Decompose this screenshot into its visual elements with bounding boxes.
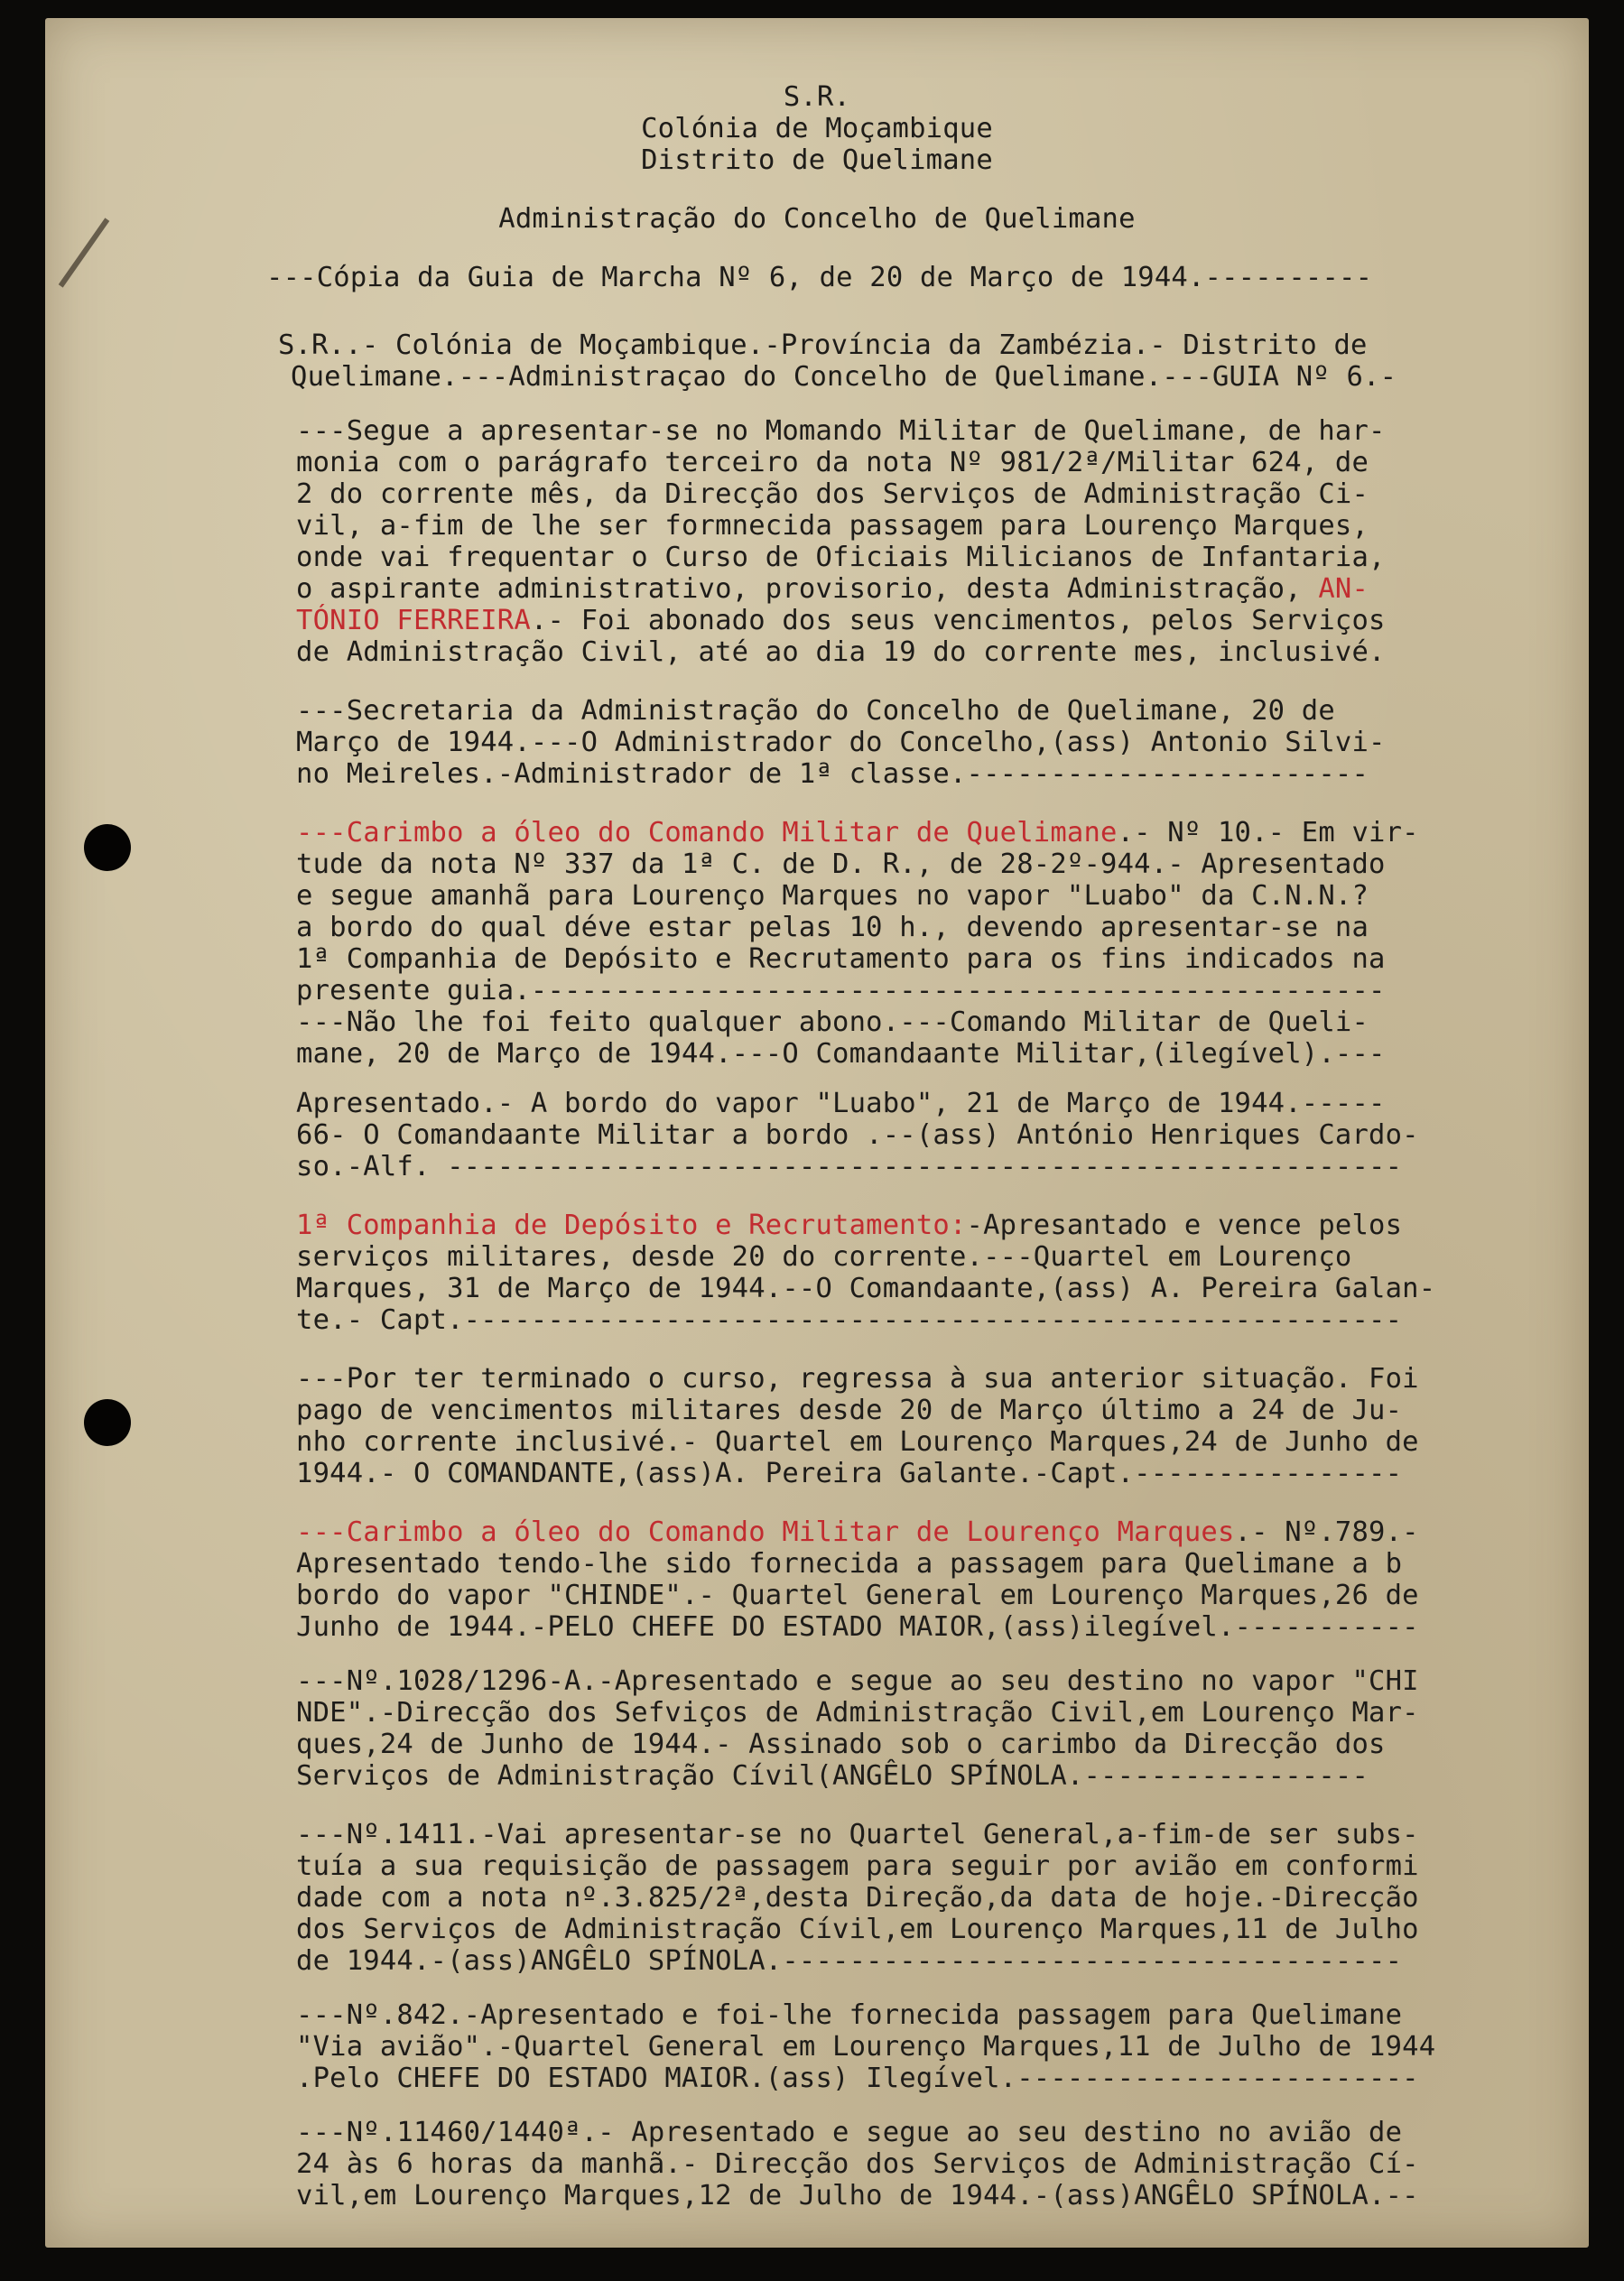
highlighted-name: TÓNIO FERREIRA [296,605,531,636]
text-line: Marques, 31 de Março de 1944.--O Comandaante,(ass) A. Pereira Galan- [296,1273,1436,1304]
text-line: de 1944.-(ass)ANGÊLO SPÍNOLA.------------------------------------- [296,1945,1403,1977]
text-line: Apresentado.- A bordo do vapor "Luabo", 21 de Março de 1944.----- [296,1088,1386,1119]
text-line: ques,24 de Junho de 1944.- Assinado sob o carimbo da Direcção dos [296,1729,1386,1760]
text-line: ---Nº.1028/1296-A.-Apresentado e segue ao seu destino no vapor "CHI [296,1665,1419,1697]
text-line: dos Serviços de Administração Cívil,em Lourenço Marques,11 de Julho [296,1914,1419,1945]
text-line: ---Nº.11460/1440ª.- Apresentado e segue ao seu destino no avião de [296,2117,1403,2148]
header-district: Distrito de Quelimane [641,144,993,176]
stamp-reference: 1ª Companhia de Depósito e Recrutamento: [296,1210,967,1241]
text-line: dade com a nota nº.3.825/2ª,desta Direção,da data de hoje.-Direcção [296,1882,1419,1914]
document-text [45,18,1589,2248]
text-line: ---Carimbo a óleo do Comando Militar de Quelimane.- Nº 10.- Em vir- [296,817,1419,848]
text-line: 1ª Companhia de Depósito e Recrutamento:-Apresantado e vence pelos [296,1210,1403,1241]
text-line: o aspirante administrativo, provisorio, desta Administração, AN- [296,573,1369,605]
stamp-reference: ---Carimbo a óleo do Comando Militar de Lourenço Marques [296,1516,1235,1548]
text-line: ---Não lhe foi feito qualquer abono.---Comando Militar de Queli- [296,1006,1369,1038]
text-line: ---Secretaria da Administração do Concelho de Quelimane, 20 de [296,695,1335,727]
header-colony: Colónia de Moçambique [641,113,993,144]
text-line: Serviços de Administração Cívil(ANGÊLO SPÍNOLA.----------------- [296,1760,1369,1792]
text-line: so.-Alf. --------------------------------------------------------- [296,1151,1403,1182]
text-line: 24 às 6 horas da manhã.- Direcção dos Serviços de Administração Cí- [296,2148,1419,2180]
text-line: bordo do vapor "CHINDE".- Quartel General em Lourenço Marques,26 de [296,1580,1419,1611]
text-line: Quelimane.---Administraçao do Concelho de Quelimane.---GUIA Nº 6.- [291,361,1397,393]
text-line: .Pelo CHEFE DO ESTADO MAIOR.(ass) Ilegível.------------------------ [296,2063,1419,2094]
text-line: ---Nº.842.-Apresentado e foi-lhe fornecida passagem para Quelimane [296,1999,1403,2031]
text-line: tuía a sua requisição de passagem para seguir por avião em conformi [296,1850,1419,1882]
text-line: monia com o parágrafo terceiro da nota Nº 981/2ª/Militar 624, de [296,447,1369,478]
text-line: onde vai frequentar o Curso de Oficiais Milicianos de Infantaria, [296,542,1386,573]
text-line: mane, 20 de Março de 1944.---O Comandaante Militar,(ilegível).--- [296,1038,1386,1070]
highlighted-name: AN- [1318,573,1369,605]
text-line: NDE".-Direcção dos Sefviços de Administração Civil,em Lourenço Mar- [296,1697,1419,1729]
text-line: te.- Capt.-------------------------------------------------------- [296,1304,1403,1336]
text-line: ---Nº.1411.-Vai apresentar-se no Quartel General,a-fim-de ser subs- [296,1819,1419,1850]
text-line: serviços militares, desde 20 do corrente.---Quartel em Lourenço [296,1241,1352,1273]
text-line: ---Por ter terminado o curso, regressa à sua anterior situação. Foi [296,1363,1419,1395]
text-line: a bordo do qual déve estar pelas 10 h., devendo apresentar-se na [296,912,1369,943]
text-line: de Administração Civil, até ao dia 19 do corrente mes, inclusivé. [296,636,1386,668]
text-line: 1ª Companhia de Depósito e Recrutamento para os fins indicados na [296,943,1386,975]
text-line: pago de vencimentos militares desde 20 de Março último a 24 de Ju- [296,1395,1403,1426]
text-line: "Via avião".-Quartel General em Lourenço Marques,11 de Julho de 1944 [296,2031,1436,2063]
text-line: 66- O Comandaante Militar a bordo .--(ass) António Henriques Cardo- [296,1119,1419,1151]
text-line: S.R..- Colónia de Moçambique.-Província da Zambézia.- Distrito de [278,329,1368,361]
text-line: no Meireles.-Administrador de 1ª classe.------------------------ [296,758,1369,790]
header-administration: Administração do Concelho de Quelimane [498,203,1136,235]
text-line: TÓNIO FERREIRA.- Foi abonado dos seus vencimentos, pelos Serviços [296,605,1386,636]
text-line: presente guia.--------------------------------------------------- [296,975,1386,1006]
text-line: Junho de 1944.-PELO CHEFE DO ESTADO MAIOR,(ass)ilegível.----------- [296,1611,1419,1643]
text-line: ---Carimbo a óleo do Comando Militar de Lourenço Marques.- Nº.789.- [296,1516,1419,1548]
text-line: Março de 1944.---O Administrador do Concelho,(ass) Antonio Silvi- [296,727,1386,758]
stamp-reference: ---Carimbo a óleo do Comando Militar de Quelimane [296,817,1118,848]
title-line: ---Cópia da Guia de Marcha Nº 6, de 20 de Março de 1944.---------- [266,262,1373,293]
text-line: nho corrente inclusivé.- Quartel em Lourenço Marques,24 de Junho de [296,1426,1419,1458]
text-line: e segue amanhã para Lourenço Marques no vapor "Luabo" da C.N.N.? [296,880,1369,912]
document-page [45,18,1589,2248]
text-line: ---Segue a apresentar-se no Momando Militar de Quelimane, de har- [296,415,1386,447]
text-line: tude da nota Nº 337 da 1ª C. de D. R., de 28-2º-944.- Apresentado [296,848,1386,880]
text-line: Apresentado tendo-lhe sido fornecida a passagem para Quelimane a b [296,1548,1403,1580]
text-line: vil, a-fim de lhe ser formnecida passagem para Lourenço Marques, [296,510,1369,542]
header-sr: S.R. [783,81,851,113]
text-line: vil,em Lourenço Marques,12 de Julho de 1944.-(ass)ANGÊLO SPÍNOLA.-- [296,2180,1419,2211]
text-line: 1944.- O COMANDANTE,(ass)A. Pereira Galante.-Capt.---------------- [296,1458,1403,1489]
text-line: 2 do corrente mês, da Direcção dos Serviços de Administração Ci- [296,478,1369,510]
